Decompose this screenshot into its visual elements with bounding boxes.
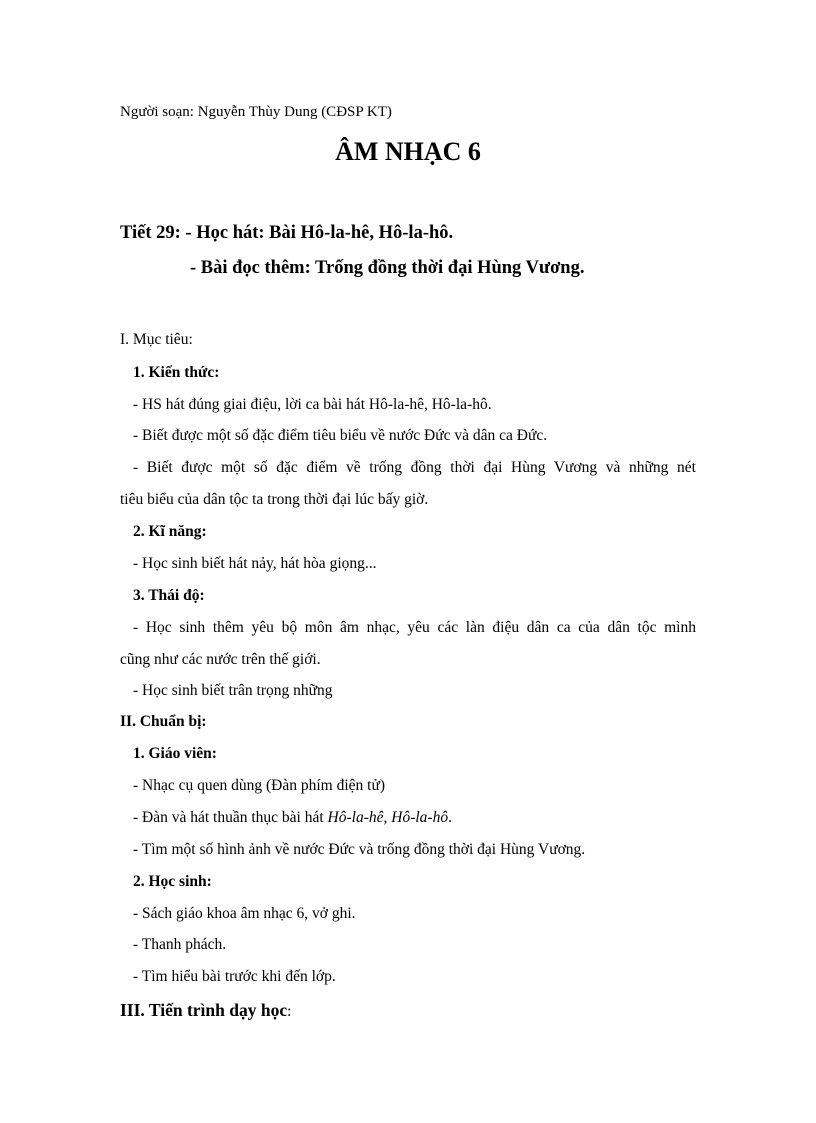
author-line: Người soạn: Nguyễn Thùy Dung (CĐSP KT): [120, 104, 392, 120]
section-preparation-heading: II. Chuẩn bị:: [120, 713, 207, 730]
teacher-item-2: [133, 809, 452, 827]
teacher-item-3: - Tìm một số hình ảnh về nước Đức và trống đồng thời đại Hùng Vương.: [133, 841, 586, 858]
student-item-3: - Tìm hiểu bài trước khi đến lớp.: [133, 968, 336, 985]
section-process-heading: [120, 1000, 291, 1021]
knowledge-item-3-cont: tiêu biểu của dân tộc ta trong thời đại lúc bấy giờ.: [120, 491, 429, 508]
attitude-heading: 3. Thái độ:: [133, 587, 205, 604]
lesson-title-line-2: - Bài đọc thêm: Trống đồng thời đại Hùng Vương.: [190, 258, 585, 278]
teacher-item-2-prefix: - Đàn và hát thuần thục bài hát: [133, 809, 328, 826]
attitude-item-1-cont: cũng như các nước trên thế giới.: [120, 651, 321, 668]
teacher-item-1: - Nhạc cụ quen dùng (Đàn phím điện tử): [133, 777, 386, 794]
attitude-item-1: - Học sinh thêm yêu bộ môn âm nhạc, yêu các làn điệu dân ca của dân tộc mình: [133, 619, 696, 636]
knowledge-item-2: - Biết được một số đặc điểm tiêu biểu về nước Đức và dân ca Đức.: [133, 427, 548, 444]
page-title: ÂM NHẠC 6: [335, 137, 481, 166]
student-item-1: - Sách giáo khoa âm nhạc 6, vở ghi.: [133, 905, 356, 922]
teacher-heading: 1. Giáo viên:: [133, 745, 217, 762]
song-title-italic: Hô-la-hê, Hô-la-hô: [327, 809, 449, 826]
teacher-item-2-suffix: .: [448, 809, 452, 826]
section-process-heading-colon: :: [287, 1003, 292, 1020]
lesson-title-line-1: Tiết 29: - Học hát: Bài Hô-la-hê, Hô-la-hô.: [120, 223, 454, 243]
knowledge-item-1: - HS hát đúng giai điệu, lời ca bài hát Hô-la-hê, Hô-la-hô.: [133, 396, 492, 413]
student-item-2: - Thanh phách.: [133, 936, 227, 953]
knowledge-item-3: - Biết được một số đặc điểm về trống đồng thời đại Hùng Vương và những nét: [133, 459, 696, 476]
attitude-item-2: - Học sinh biết trân trọng những: [133, 682, 333, 699]
section-objectives-heading: I. Mục tiêu:: [120, 331, 193, 348]
skills-item-1: - Học sinh biết hát nảy, hát hòa giọng...: [133, 555, 377, 572]
skills-heading: 2. Kĩ năng:: [133, 523, 207, 540]
section-process-heading-text: III. Tiến trình dạy học: [120, 1000, 288, 1020]
knowledge-heading: 1. Kiến thức:: [133, 364, 220, 381]
student-heading: 2. Học sinh:: [133, 873, 212, 890]
